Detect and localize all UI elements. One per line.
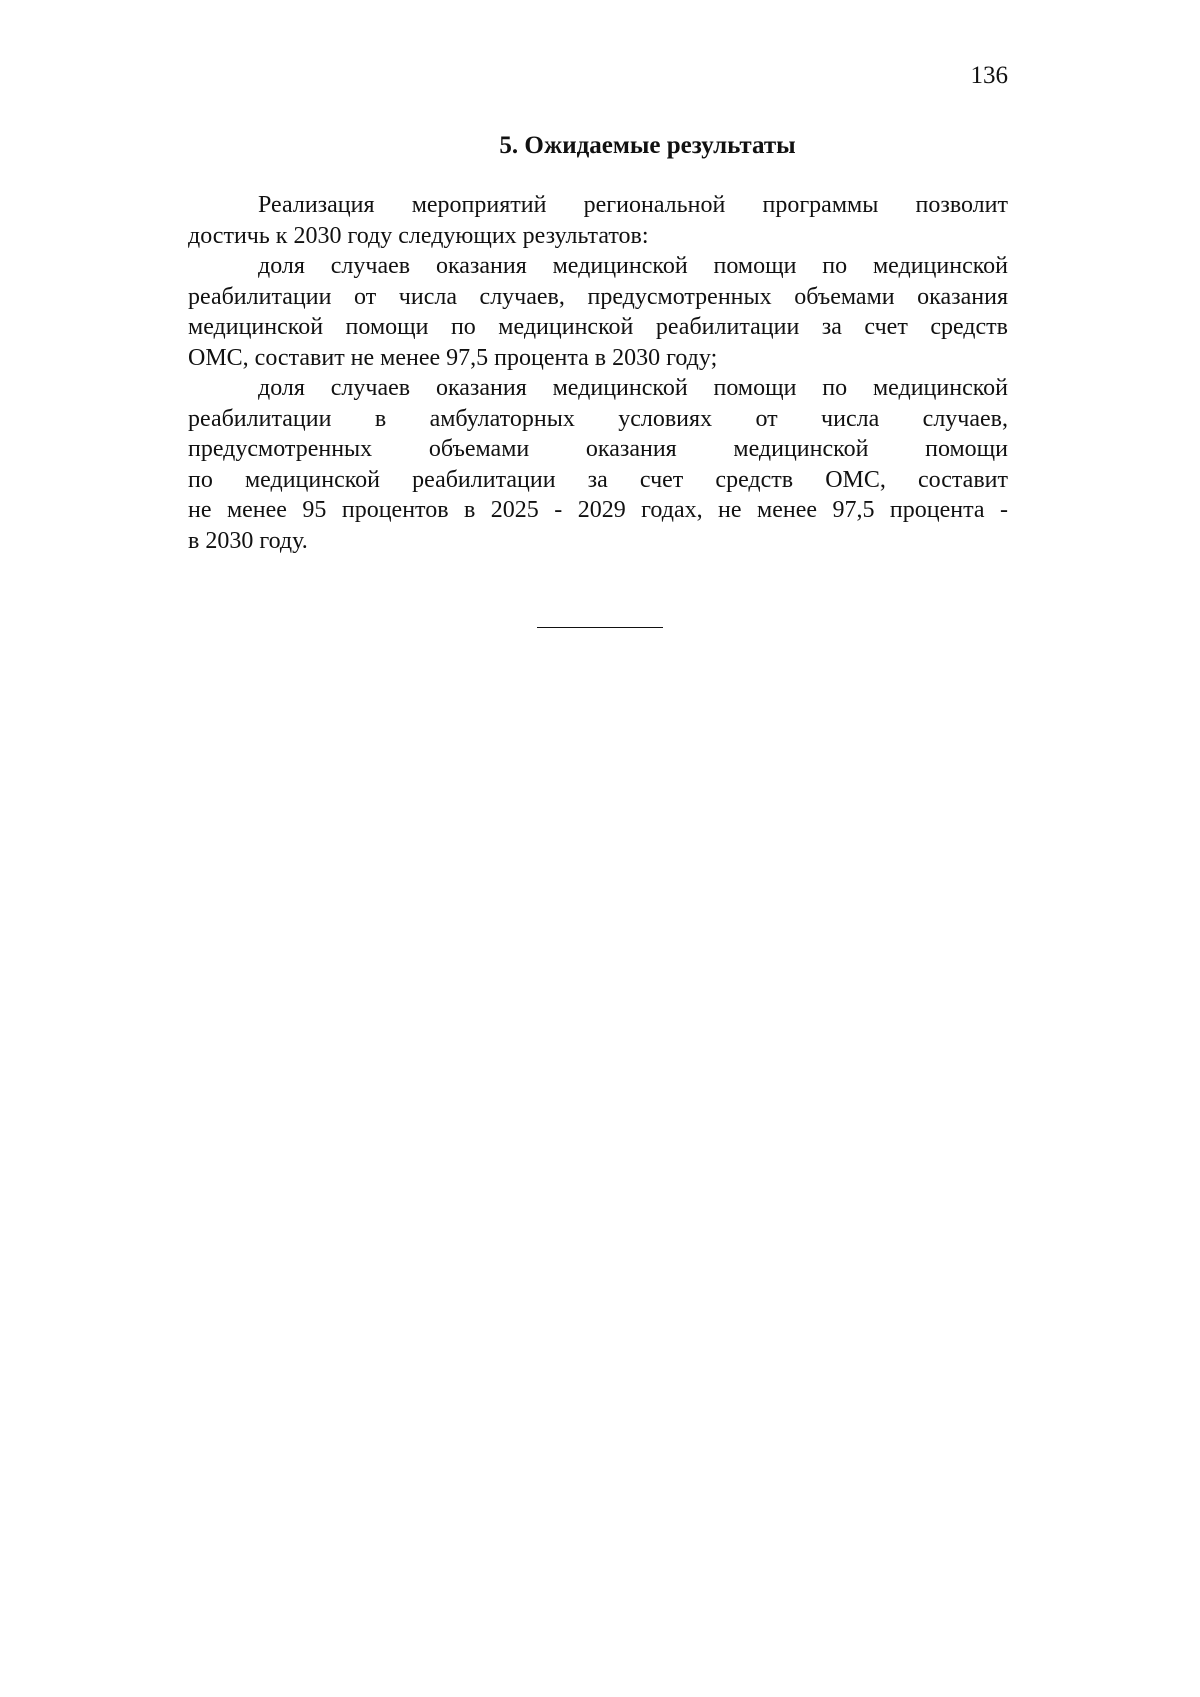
text-line: доля случаев оказания медицинской помощи по медицинской — [258, 253, 1008, 279]
text-line: предусмотренных объемами оказания медицинской помощи — [188, 436, 1008, 462]
text-line: в 2030 году. — [188, 527, 308, 554]
text-line: реабилитации в амбулаторных условиях от числа случаев, — [188, 405, 1008, 432]
text-line: не менее 95 процентов в 2025 - 2029 годах, не менее 97,5 процента - — [188, 497, 1008, 523]
paragraph — [188, 190, 1008, 251]
section-heading: 5. Ожидаемые результаты — [499, 132, 796, 159]
document-body — [188, 190, 1008, 556]
text-line: ОМС, составит не менее 97,5 процента в 2030 году; — [188, 344, 718, 371]
paragraph — [188, 373, 1008, 556]
text-line: достичь к 2030 году следующих результатов: — [188, 222, 649, 249]
end-separator-line — [537, 627, 663, 628]
text-line: реабилитации от числа случаев, предусмотренных объемами оказания — [188, 283, 1008, 310]
text-line: доля случаев оказания медицинской помощи по медицинской — [258, 375, 1008, 401]
text-line: по медицинской реабилитации за счет средств ОМС, составит — [188, 466, 1008, 493]
text-line: Реализация мероприятий региональной программы позволит — [258, 192, 1008, 218]
paragraph — [188, 251, 1008, 373]
section-heading-wrapper — [0, 132, 1200, 160]
page-number: 136 — [970, 62, 1008, 89]
text-line: медицинской помощи по медицинской реабилитации за счет средств — [188, 314, 1008, 340]
